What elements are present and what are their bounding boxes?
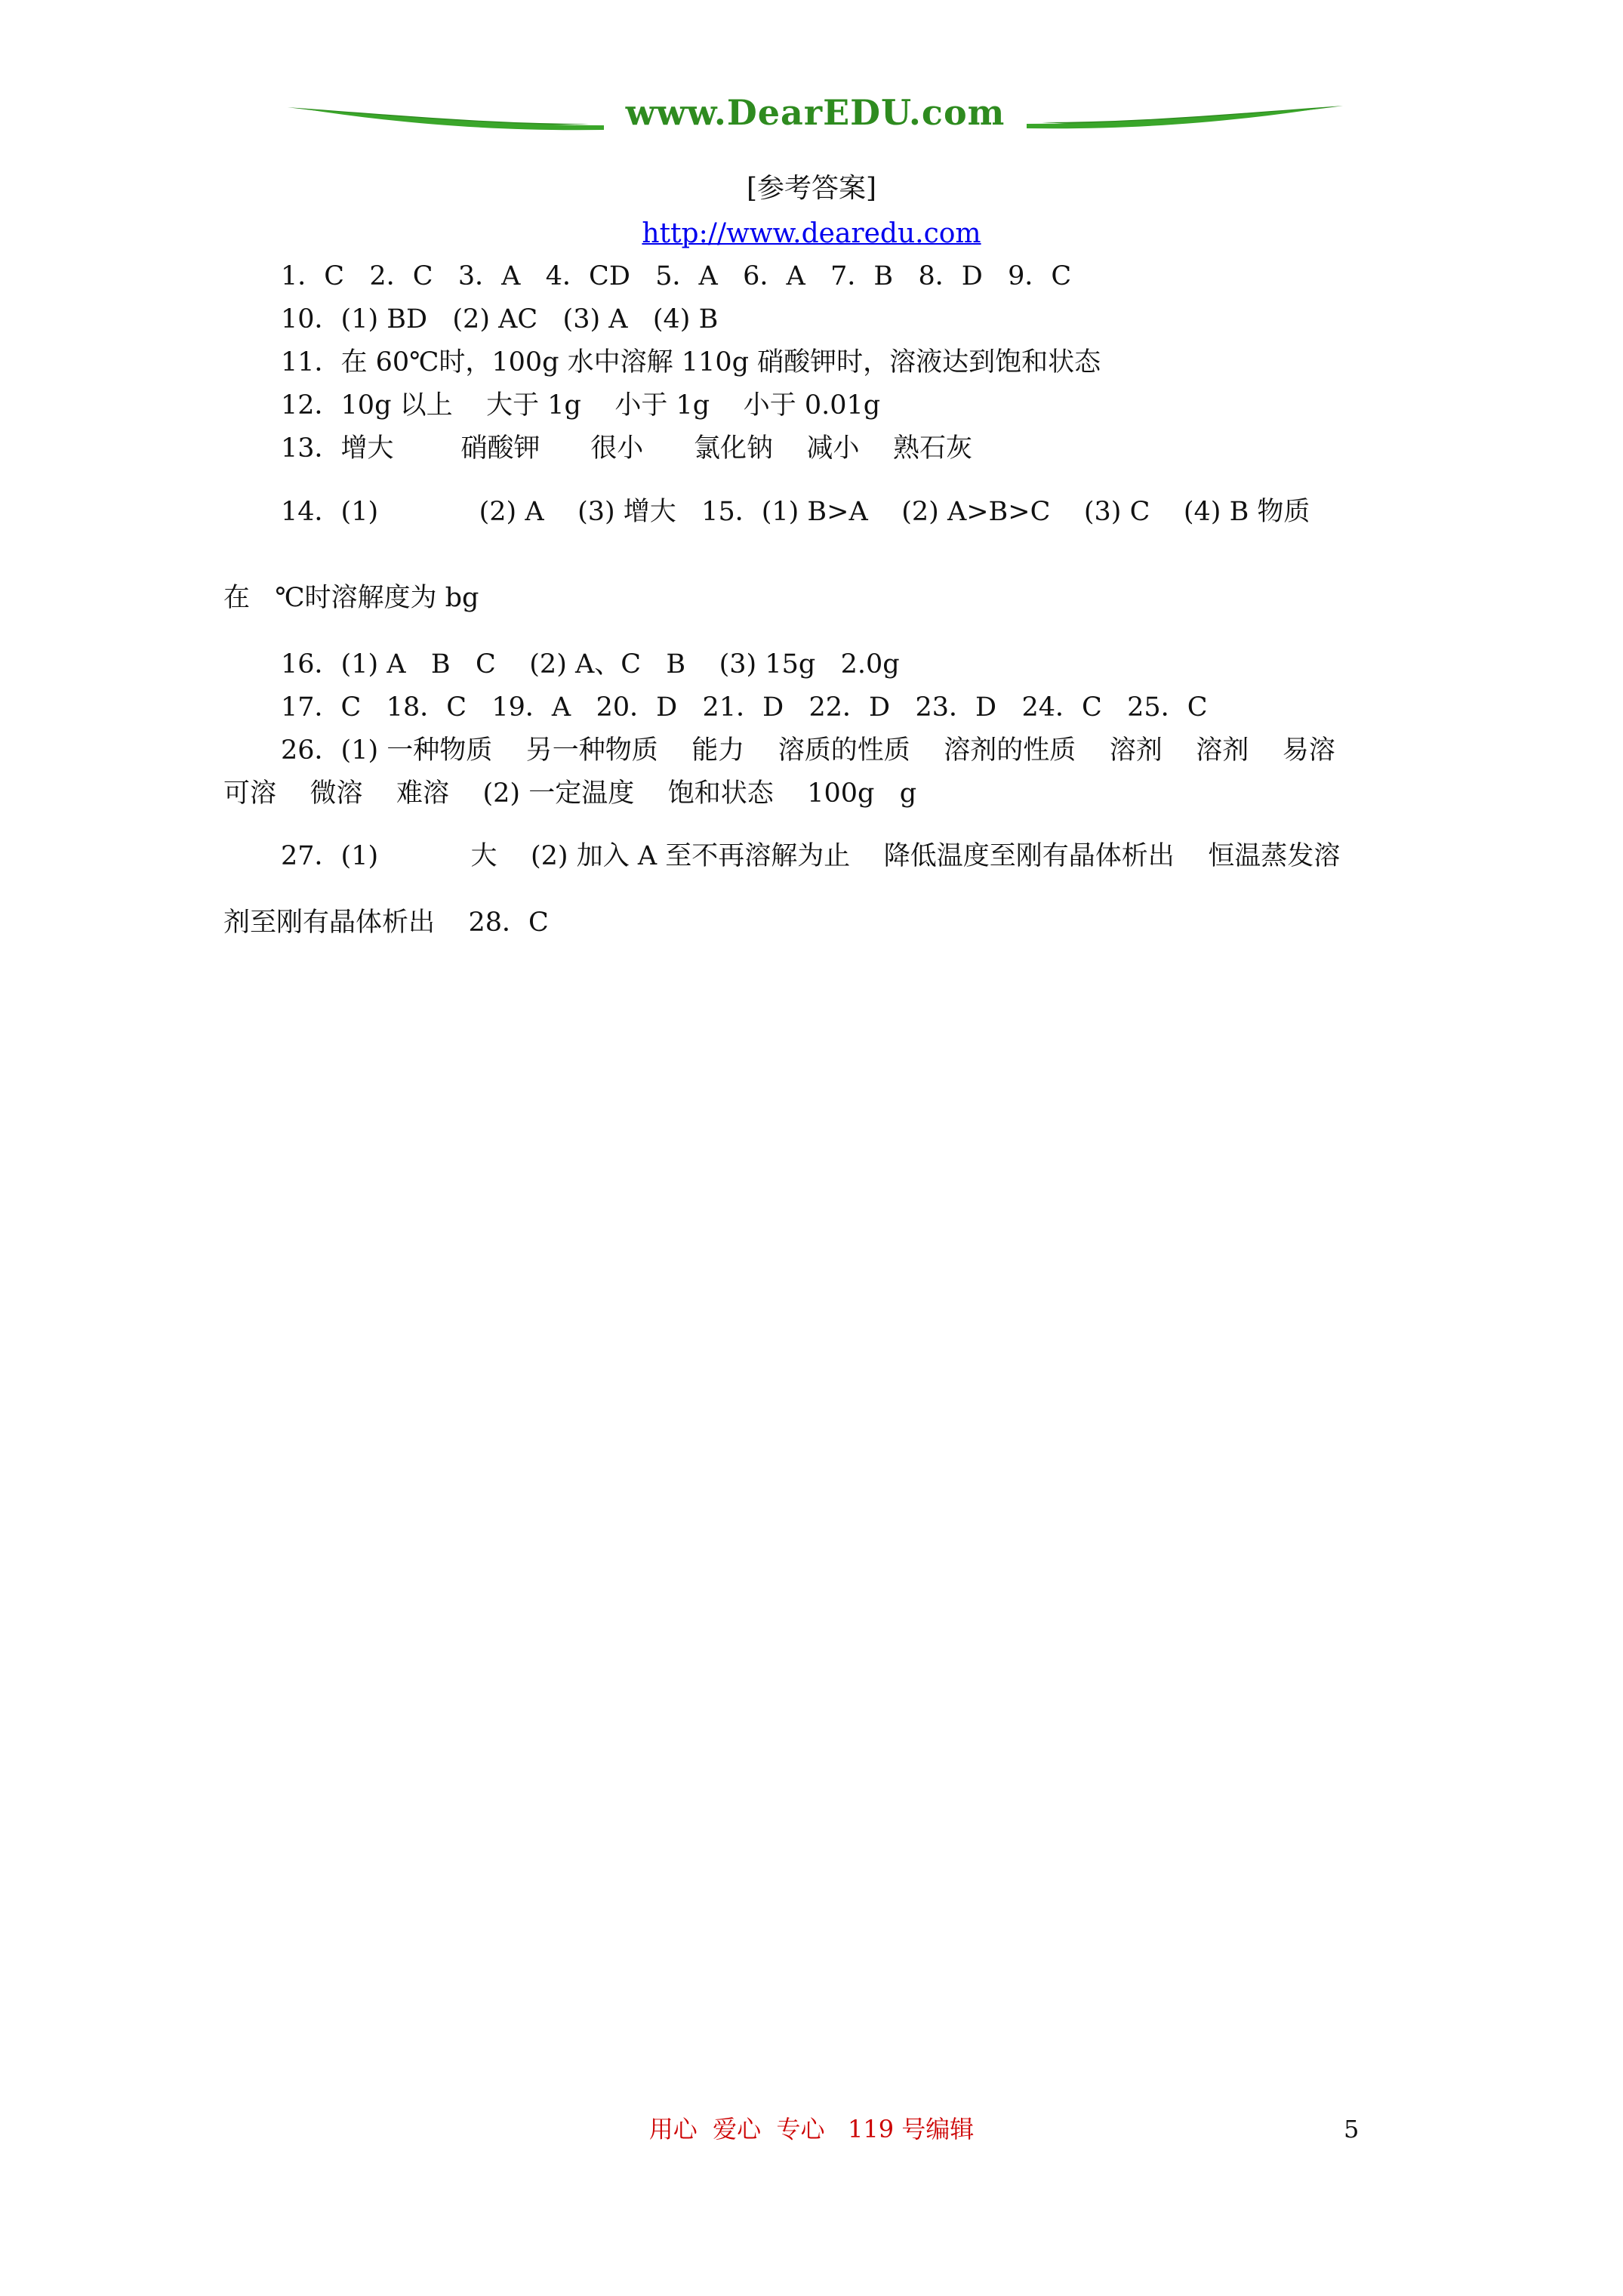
answer-line-6: 14．(1) (2) A (3) 增大 15．(1) B>A (2) A>B>C (3) C (4) B 物质 xyxy=(281,497,1310,527)
answer-line-1: 1．C 2．C 3．A 4．CD 5．A 6．A 7．B 8．D 9．C xyxy=(281,261,1072,291)
answer-line-4: 12．10g 以上 大于 1g 小于 1g 小于 0.01g xyxy=(281,390,881,421)
page-number: 5 xyxy=(1344,2115,1360,2143)
website-link[interactable]: http://www.dearedu.com xyxy=(642,218,981,249)
answer-line-9: 17．C 18．C 19．A 20．D 21．D 22．D 23．D 24．C 25．C xyxy=(281,692,1208,723)
answer-line-3: 11．在 60℃时，100g 水中溶解 110g 硝酸钾时，溶液达到饱和状态 xyxy=(281,347,1101,378)
answer-line-8: 16．(1) A B C (2) A、C B (3) 15g 2.0g xyxy=(281,649,900,680)
answer-line-11: 可溶 微溶 难溶 (2) 一定温度 饱和状态 100g g xyxy=(223,778,917,809)
answer-line-13: 剂至刚有晶体析出 28．C xyxy=(223,908,549,938)
answer-line-12: 27．(1) 大 (2) 加入 A 至不再溶解为止 降低温度至刚有晶体析出 恒温蒸发溶 xyxy=(281,841,1341,871)
page-title: [参考答案] xyxy=(746,173,877,204)
footer-slogan: 用心 爱心 专心 119 号编辑 xyxy=(648,2115,975,2143)
answer-line-2: 10．(1) BD (2) AC (3) A (4) B xyxy=(281,304,719,334)
answer-line-5: 13．增大 硝酸钾 很小 氯化钠 减小 熟石灰 xyxy=(281,433,973,464)
answer-line-7: 在 ℃时溶解度为 bg xyxy=(223,583,479,613)
site-logo-text: www.DearEDU.com xyxy=(625,92,1006,133)
website-link-row xyxy=(0,217,1623,251)
answer-line-10: 26．(1) 一种物质 另一种物质 能力 溶质的性质 溶剂的性质 溶剂 溶剂 易溶 xyxy=(281,735,1335,766)
site-header-banner xyxy=(287,91,1344,151)
